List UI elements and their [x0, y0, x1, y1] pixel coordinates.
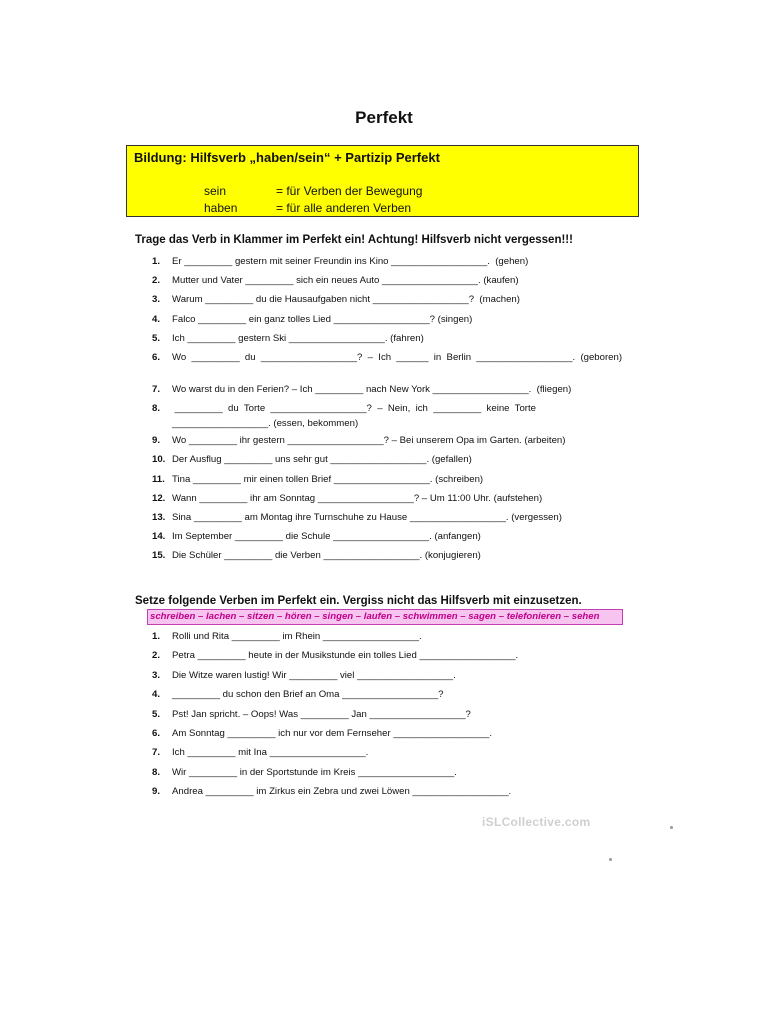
item-text: Er _________ gestern mit seiner Freundin ins Kino __________________. (gehen): [172, 256, 529, 267]
item-number: 10.: [152, 454, 166, 466]
item-text: Ich _________ gestern Ski __________________. (fahren): [172, 332, 424, 344]
exercise-item: [152, 705, 634, 724]
exercise-item: [152, 348, 634, 380]
exercise-item: [152, 724, 634, 743]
item-text: Wo warst du in den Ferien? – Ich _________ nach New York __________________. (fliegen): [172, 383, 572, 395]
item-text: Petra _________ heute in der Musikstunde ein tolles Lied __________________.: [172, 650, 519, 662]
item-number: 8.: [152, 766, 161, 778]
item-number: 1.: [152, 256, 161, 267]
item-number: 4.: [152, 689, 161, 701]
item-number: 8.: [152, 403, 161, 415]
exercise-item: [152, 685, 634, 704]
formation-rule-box: [126, 145, 639, 217]
exercise-item: [152, 763, 634, 782]
exercise-item: [152, 743, 634, 762]
exercise-1-list: [152, 252, 634, 565]
item-number: 7.: [152, 383, 161, 395]
item-text: Wann _________ ihr am Sonntag __________________? – Um 11:00 Uhr. (aufstehen): [172, 492, 543, 504]
item-number: 2.: [152, 650, 161, 662]
exercise-item: [152, 310, 634, 329]
item-text: Die Schüler _________ die Verben __________________. (konjugieren): [172, 550, 481, 562]
item-text: Warum _________ du die Hausaufgaben nicht __________________? (machen): [172, 294, 520, 306]
item-text: Der Ausflug _________ uns sehr gut __________________. (gefallen): [172, 454, 472, 466]
item-number: 7.: [152, 747, 161, 759]
item-text: Die Witze waren lustig! Wir _________ viel __________________.: [172, 669, 456, 681]
item-number: 5.: [152, 332, 161, 344]
item-text: Andrea _________ im Zirkus ein Zebra und zwei Löwen __________________.: [172, 786, 512, 798]
item-text: Im September _________ die Schule __________________. (anfangen): [172, 531, 481, 543]
rule-value: = für Verben der Bewegung: [276, 184, 423, 198]
item-number: 3.: [152, 669, 161, 681]
item-text: Mutter und Vater _________ sich ein neues Auto __________________. (kaufen): [172, 275, 519, 287]
item-number: 6.: [152, 727, 161, 739]
watermark: iSLCollective.com: [482, 815, 591, 829]
exercise-item: [152, 627, 634, 646]
item-number: 9.: [152, 786, 161, 798]
exercise-item: [152, 508, 634, 527]
item-text: Ich _________ mit Ina __________________.: [172, 747, 369, 759]
exercise-item: [152, 646, 634, 665]
exercise-item: [152, 782, 634, 801]
item-number: 2.: [152, 275, 161, 287]
exercise-item: [152, 271, 634, 290]
item-number: 4.: [152, 313, 161, 325]
rule-heading: Bildung: Hilfsverb „haben/sein“ + Partizip Perfekt: [134, 150, 440, 165]
item-text: Rolli und Rita _________ im Rhein __________________.: [172, 631, 422, 642]
item-number: 9.: [152, 435, 161, 447]
item-number: 1.: [152, 631, 161, 642]
item-number: 12.: [152, 492, 166, 504]
item-text: Am Sonntag _________ ich nur vor dem Fernseher __________________.: [172, 727, 493, 739]
rule-key: sein: [204, 184, 227, 198]
exercise-item: [152, 380, 634, 399]
item-number: 15.: [152, 550, 166, 562]
exercise-item: [152, 431, 634, 450]
item-text: Falco _________ ein ganz tolles Lied __________________? (singen): [172, 313, 473, 325]
exercise-item: [152, 527, 634, 546]
item-number: 6.: [152, 351, 161, 363]
exercise-item: [152, 252, 634, 271]
item-text: Wir _________ in der Sportstunde im Kreis __________________.: [172, 766, 457, 778]
speck-mark: [609, 858, 612, 861]
exercise-2-list: [152, 627, 634, 802]
rule-key: haben: [204, 201, 238, 215]
verb-bank: schreiben – lachen – sitzen – hören – singen – laufen – schwimmen – sagen – telefonieren – sehen: [147, 609, 623, 625]
item-text: Wo _________ ihr gestern __________________? – Bei unserem Opa im Garten. (arbeiten): [172, 435, 566, 447]
speck-mark: [670, 826, 673, 829]
exercise-2-instruction: Setze folgende Verben im Perfekt ein. Vergiss nicht das Hilfsverb mit einzusetzen.: [135, 595, 582, 607]
exercise-item: [152, 489, 634, 508]
exercise-item: [152, 290, 634, 309]
exercise-item: [152, 399, 634, 431]
item-text: Tina _________ mir einen tollen Brief __________________. (schreiben): [172, 473, 484, 485]
item-number: 11.: [152, 473, 165, 485]
exercise-item: [152, 546, 634, 565]
item-text: Pst! Jan spricht. – Oops! Was _________ Jan __________________?: [172, 708, 471, 720]
item-number: 14.: [152, 531, 166, 543]
item-text: Wo _________ du __________________? – Ich ______ in Berlin __________________. (geboren): [172, 351, 623, 363]
item-text: _________ du schon den Brief an Oma __________________?: [172, 689, 444, 701]
exercise-item: [152, 450, 634, 469]
page-title: Perfekt: [355, 108, 413, 127]
exercise-item: [152, 470, 634, 489]
exercise-item: [152, 666, 634, 685]
item-text: _________ du Torte __________________? – Nein, ich _________ keine Torte __________________. (essen, bekommen): [172, 403, 542, 430]
item-text: Sina _________ am Montag ihre Turnschuhe zu Hause __________________. (vergessen): [172, 511, 562, 523]
rule-value: = für alle anderen Verben: [276, 201, 412, 215]
exercise-item: [152, 329, 634, 348]
exercise-1-instruction: Trage das Verb in Klammer im Perfekt ein! Achtung! Hilfsverb nicht vergessen!!!: [135, 234, 573, 246]
item-number: 13.: [152, 511, 166, 523]
item-number: 5.: [152, 708, 161, 720]
item-number: 3.: [152, 294, 161, 306]
